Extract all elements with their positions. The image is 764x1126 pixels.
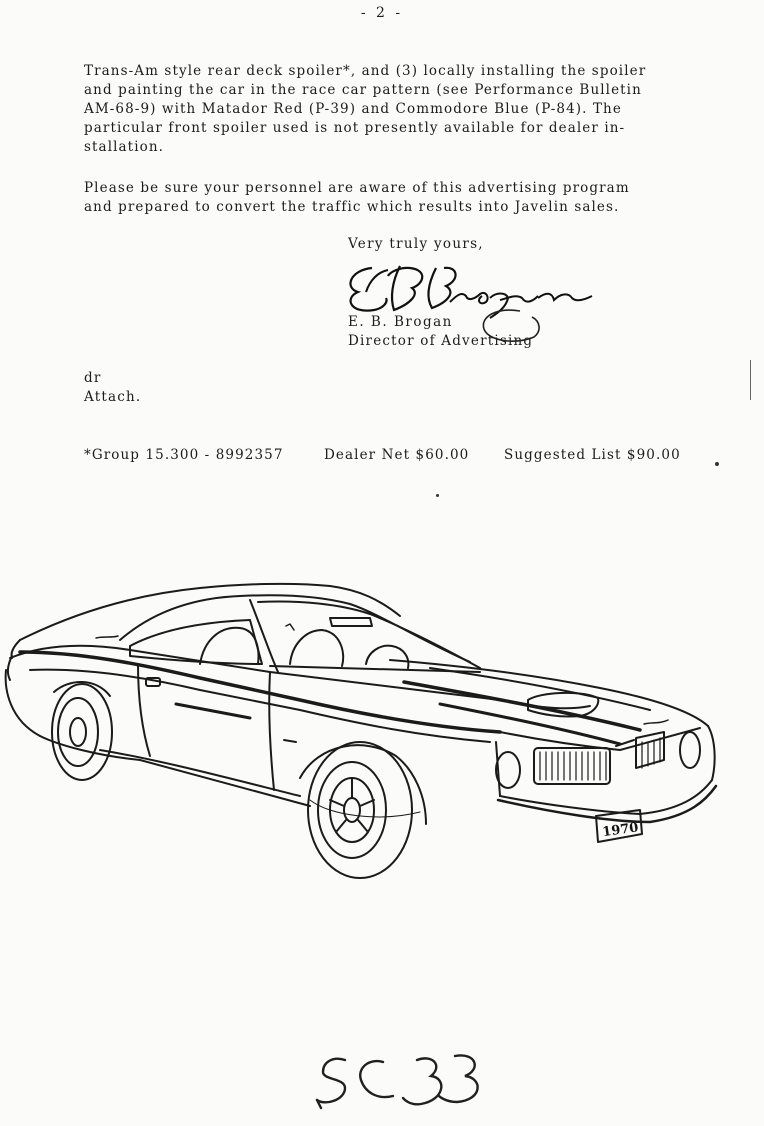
paragraph-line: particular front spoiler used is not presently available for dealer in- <box>84 120 626 136</box>
paragraph-line: Trans-Am style rear deck spoiler*, and (3) locally installing the spoiler <box>84 63 647 79</box>
license-plate-text: 1970 <box>601 820 640 841</box>
signer-name: E. B. Brogan <box>348 314 453 330</box>
paragraph-line: AM-68-9) with Matador Red (P-39) and Commodore Blue (P-84). The <box>84 101 622 117</box>
signer-title: Director of Advertising <box>348 333 534 349</box>
handwritten-signature <box>340 258 600 320</box>
paragraph-line: Please be sure your personnel are aware of this advertising program <box>84 180 630 196</box>
footnote-group: *Group 15.300 - 8992357 <box>84 447 284 463</box>
handwritten-page-number <box>305 1048 485 1118</box>
stray-mark <box>436 494 439 497</box>
paragraph-line: stallation. <box>84 139 165 155</box>
javelin-car-illustration <box>0 560 764 880</box>
attachment-note: Attach. <box>84 389 142 405</box>
body-paragraph-1 <box>84 62 724 157</box>
handwritten-number-mark <box>305 1048 485 1118</box>
closing-salutation: Very truly yours, <box>348 236 484 252</box>
page-number: - 2 - <box>360 5 404 21</box>
edge-mark <box>750 360 751 400</box>
hand-drawn-loop <box>476 307 546 347</box>
handwritten-number-text: 5333 <box>305 1048 308 1049</box>
footnote-suggested-list: Suggested List $90.00 <box>504 447 681 463</box>
footnote-line <box>84 447 681 463</box>
stray-mark <box>715 462 719 466</box>
body-paragraph-2 <box>84 179 724 217</box>
footnote-dealer-net: Dealer Net $60.00 <box>324 447 470 463</box>
typist-initials: dr <box>84 370 102 386</box>
paragraph-line: and painting the car in the race car pattern (see Performance Bulletin <box>84 82 642 98</box>
paragraph-line: and prepared to convert the traffic which results into Javelin sales. <box>84 199 620 215</box>
